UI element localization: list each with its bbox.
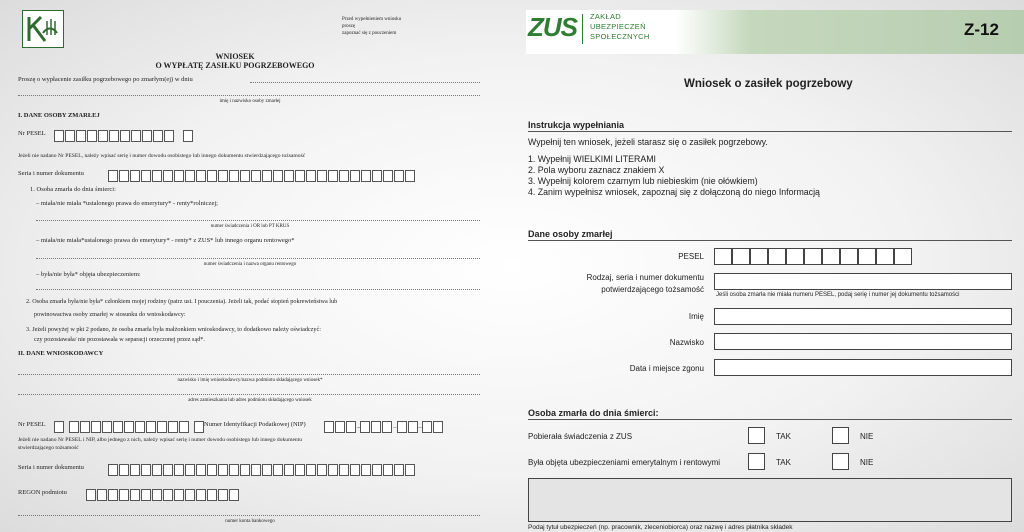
instructions-intro: Wypełnij ten wniosek, jeżeli starasz się o zasiłek pogrzebowy.	[528, 137, 768, 147]
death-input[interactable]	[714, 359, 1012, 376]
item-3b: czy pozostawała/ nie pozostawała w separacji orzeczonej przez sąd*.	[34, 336, 205, 343]
insurance-no-label: NIE	[860, 458, 874, 467]
benefit-question: Pobierała świadczenia z ZUS	[528, 432, 633, 441]
caption-krus: numer świadczenia i OR lub PT KRUS	[210, 224, 290, 229]
caption-address: adres zamieszkania lub adres podmiotu składającego wniosek	[188, 398, 312, 403]
instruction-item: 4. Zanim wypełnisz wniosek, zapoznaj się z dołączoną do niego Informacją	[528, 187, 820, 197]
regon-boxes[interactable]	[86, 486, 240, 504]
nip-label: Numer Identyfikacji Podatkowej (NIP)	[204, 421, 306, 428]
insurance-question: Była objęta ubezpieczeniami emerytalnym i rentowymi	[528, 458, 721, 467]
request-line: Proszę o wypłacenie zasiłku pogrzebowego po zmarłym(ej) w dniu	[18, 76, 193, 83]
document-boxes-2[interactable]	[108, 461, 416, 479]
benefit-yes-label: TAK	[776, 432, 791, 441]
krus-logo-icon	[23, 11, 62, 46]
no-pesel-note: Jeżeli nie nadano Nr PESEL, należy wpisać serię i numer dowodu osobistego lub innego dokumentu stwierdzającego tożsamość	[18, 153, 306, 159]
pesel-boxes[interactable]	[54, 127, 194, 145]
deceased-name-field[interactable]	[18, 95, 480, 96]
document-label: Rodzaj, seria i numer dokumentu potwierdzającego tożsamość	[586, 273, 704, 294]
pesel-label: Nr PESEL	[18, 130, 46, 137]
logo-separator	[582, 14, 583, 44]
benefit-yes-checkbox[interactable]	[748, 427, 765, 444]
item-2b: powinowactwa osoby zmarłej w stosunku do wnioskodawcy:	[34, 311, 186, 318]
insurance-yes-label: TAK	[776, 458, 791, 467]
bottom-note: Podaj tytuł ubezpieczeń (np. pracownik, zleceniobiorca) oraz nazwę i adres płatnika składek	[528, 524, 793, 531]
zus-form	[512, 0, 1024, 532]
item-1a: – miała/nie miała *ustalonego prawa do emerytury* - renty*rolniczej;	[36, 200, 218, 207]
form-title: Wniosek o zasiłek pogrzebowy	[684, 78, 853, 90]
form-subtitle: O WYPŁATĘ ZASIŁKU POGRZEBOWEGO	[155, 61, 315, 70]
instruction-item: 1. Wypełnij WIELKIMI LITERAMI	[528, 154, 656, 164]
seria-label: Seria i numer dokumentu	[18, 170, 84, 177]
death-label: Data i miejsce zgonu	[629, 364, 704, 373]
seria-label-2: Seria i numer dokumentu	[18, 464, 84, 471]
first-name-input[interactable]	[714, 308, 1012, 325]
insurance-no-checkbox[interactable]	[832, 453, 849, 470]
no-pesel-note-2a: Jeżeli nie nadano Nr PESEL i NIP, albo jednego z nich, należy wpisać serię i numer dowodu osobistego lub innego dokumentu	[18, 437, 303, 443]
divider	[528, 240, 1012, 241]
pesel-label: PESEL	[678, 252, 704, 261]
instruction-item: 3. Wypełnij kolorem czarnym lub niebieskim (nie ołówkiem)	[528, 176, 758, 186]
last-name-input[interactable]	[714, 333, 1012, 350]
caption-applicant: nazwisko i imię wnioskodawcy/nazwa podmiotu składającego wniosek*	[177, 378, 323, 383]
last-name-label: Nazwisko	[669, 338, 704, 347]
institution-name: ZAKŁAD UBEZPIECZEŃ SPOŁECZNYCH	[590, 12, 650, 41]
pesel-boxes-2[interactable]	[54, 418, 205, 436]
bank-field[interactable]	[18, 515, 480, 516]
instructions-heading: Instrukcja wypełniania	[528, 120, 625, 130]
zus-logo: ZUS	[528, 12, 577, 42]
section-1-heading: I. DANE OSOBY ZMARŁEJ	[18, 112, 100, 119]
caption-organ: numer świadczenia i nazwa organu rentowego	[203, 262, 297, 267]
until-death-heading: Osoba zmarła do dnia śmierci:	[528, 408, 659, 418]
caption-name: imię i nazwisko osoby zmarłej	[219, 99, 281, 104]
item-2a: 2. Osoba zmarła była/nie była* członkiem mojej rodziny (patrz ust. I pouczenia). Jeżeli tak, podać stopień pokrewieństwa lub	[26, 298, 338, 305]
address-field[interactable]	[18, 394, 480, 395]
krus-field[interactable]	[36, 220, 480, 221]
document-note: Jeśli osoba zmarła nie miała numeru PESEL, podaj serię i numer jej dokumentu tożsamości	[716, 292, 960, 298]
document-boxes[interactable]	[108, 167, 416, 185]
item-1c: – była/nie była* objęta ubezpieczeniem:	[36, 271, 141, 278]
item-1b: – miała/nie miała*ustalonego prawa do emerytury* - renty* z ZUS* lub innego organu rentowego*	[36, 237, 295, 244]
deceased-heading: Dane osoby zmarłej	[528, 229, 613, 239]
krus-logo	[22, 10, 64, 48]
insurance-yes-checkbox[interactable]	[748, 453, 765, 470]
notice: Przed wypełnieniem wniosku proszę zapoznać się z pouczeniem	[342, 17, 402, 36]
caption-bank: numer konta bankowego	[225, 519, 275, 524]
form-code: Z-12	[964, 20, 999, 39]
no-pesel-note-2b: stwierdzającego tożsamość	[18, 445, 79, 451]
applicant-field[interactable]	[18, 374, 480, 375]
first-name-label: Imię	[688, 312, 704, 321]
divider	[528, 131, 1012, 132]
nip-boxes[interactable]: – – –	[324, 418, 444, 436]
item-3a: 3. Jeżeli powyżej w pkt 2 podano, że osoba zmarła była małżonkiem wnioskodawcy, to dodatkowo należy oświadczyć:	[26, 326, 321, 333]
pesel-input[interactable]	[714, 248, 912, 265]
document-input[interactable]	[714, 273, 1012, 290]
organ-field[interactable]	[36, 258, 480, 259]
instruction-item: 2. Pola wyboru zaznacz znakiem X	[528, 165, 665, 175]
date-field[interactable]	[250, 82, 480, 83]
insurance-field[interactable]	[36, 289, 480, 290]
section-2-heading: II. DANE WNIOSKODAWCY	[18, 350, 104, 357]
divider	[528, 419, 1012, 420]
form-title: WNIOSEK	[215, 52, 255, 61]
item-1: 1. Osoba zmarła do dnia śmierci:	[30, 186, 116, 193]
insurance-title-input[interactable]	[528, 478, 1012, 522]
regon-label: REGON podmiotu	[18, 489, 67, 496]
pesel-label-2: Nr PESEL	[18, 421, 46, 428]
benefit-no-label: NIE	[860, 432, 874, 441]
benefit-no-checkbox[interactable]	[832, 427, 849, 444]
